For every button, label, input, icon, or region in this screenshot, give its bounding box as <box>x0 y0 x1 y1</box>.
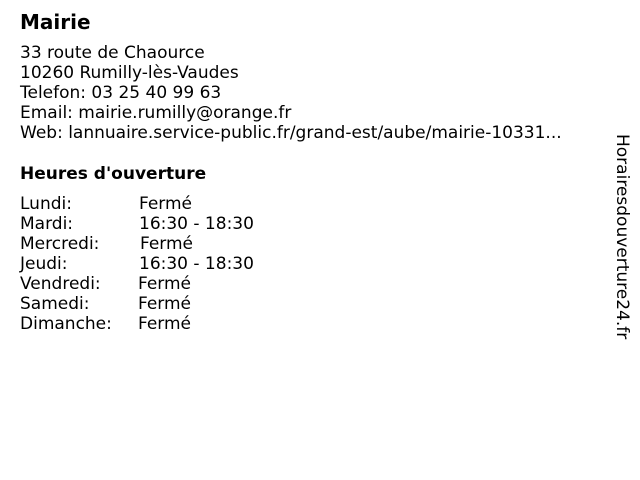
hours-heading: Heures d'ouverture <box>20 164 207 184</box>
site-watermark: Horairesdouverture24.fr <box>612 134 632 340</box>
day-label: Dimanche: <box>20 314 112 334</box>
day-label: Vendredi: <box>20 274 101 294</box>
phone-number: Telefon: 03 25 40 99 63 <box>20 83 222 103</box>
day-hours: Fermé <box>138 274 192 294</box>
address-block <box>20 43 562 143</box>
day-hours: Fermé <box>138 314 192 334</box>
day-label: Lundi: <box>20 194 72 214</box>
city-address: 10260 Rumilly-lès-Vaudes <box>20 63 239 83</box>
day-label: Mardi: <box>20 214 74 234</box>
day-label: Mercredi: <box>20 234 100 254</box>
day-hours: 16:30 - 18:30 <box>139 214 254 234</box>
page-title: Mairie <box>20 10 91 34</box>
day-label: Jeudi: <box>20 254 68 274</box>
day-label: Samedi: <box>20 294 90 314</box>
website-link[interactable]: Web: lannuaire.service-public.fr/grand-est/aube/mairie-10331... <box>20 123 562 143</box>
day-hours: Fermé <box>138 294 192 314</box>
email-address: Email: mairie.rumilly@orange.fr <box>20 103 292 123</box>
day-hours: Fermé <box>139 194 193 214</box>
street-address: 33 route de Chaource <box>20 43 205 63</box>
day-hours: Fermé <box>140 234 194 254</box>
day-hours: 16:30 - 18:30 <box>139 254 254 274</box>
